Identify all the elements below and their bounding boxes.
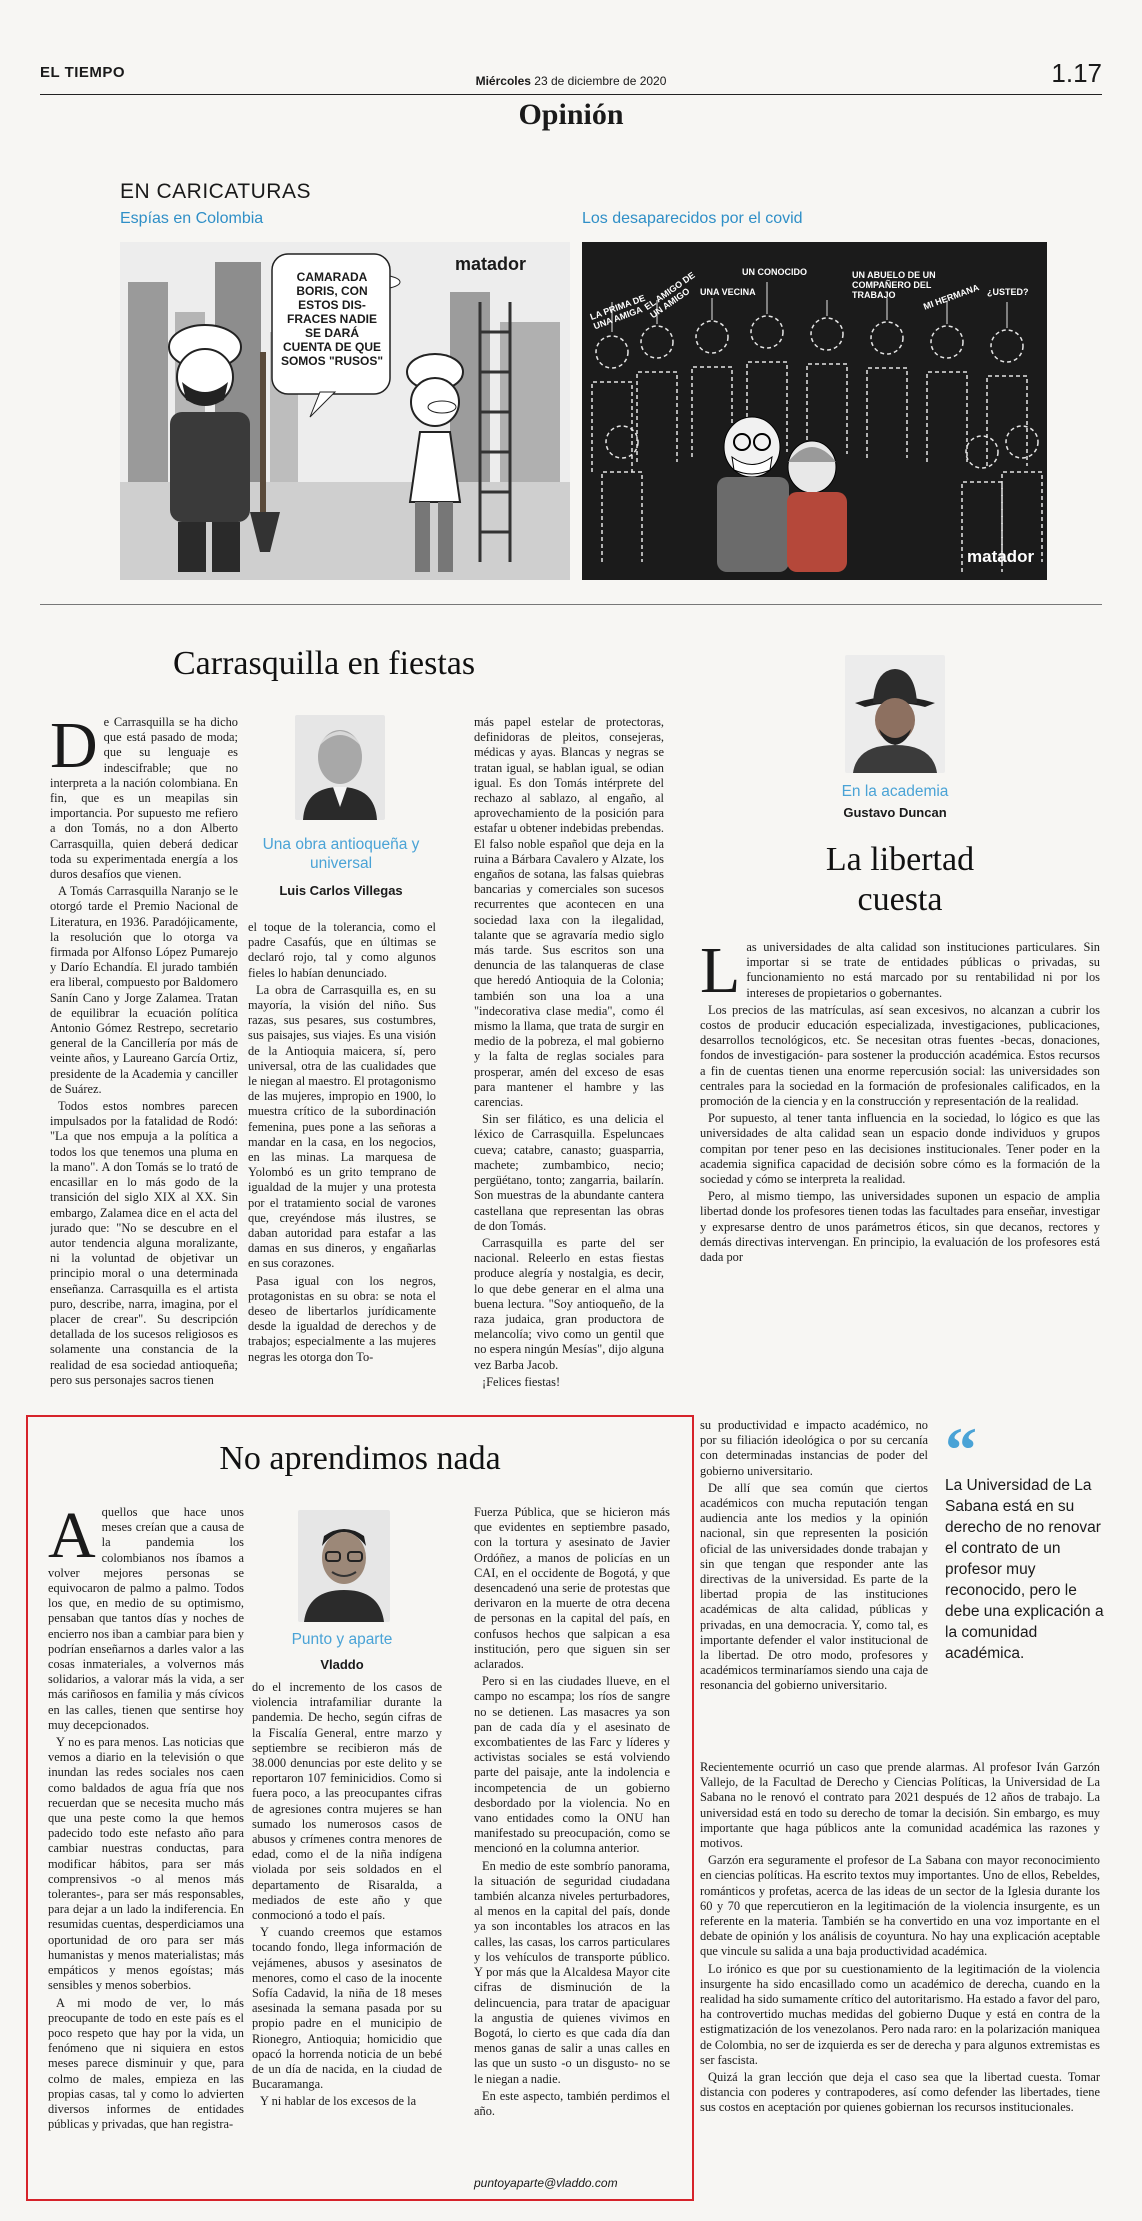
aprendimos-column-2 [252, 1680, 442, 2192]
carrasquilla-column-3 [474, 715, 664, 1405]
libertad-col2a-p2: De allí que sea común que ciertos académicos con mucha reputación tengan audiencia ante los medios y la opinión nacional, sin que representen la posición oficial de las universidades donde trabajan y sin que tengan que responder ante las directivas de la universidad. Es parte de la libertad propia de las instituciones académicas de alta calidad, públicas y privadas, en una democracia. Y, como tal, es importante defender el valor institucional de la libertad. De otro modo, profesores y académicos terminaríamos siendo una caja de resonancia del gobierno universitario. [700, 1480, 928, 1693]
aprendimos-email-link[interactable]: puntoyaparte@vladdo.com [474, 2176, 618, 2190]
masthead [40, 58, 1102, 94]
aprendimos-author: Vladdo [320, 1657, 364, 1672]
libertad-col2b-p3: Lo irónico es que por su cuestionamiento de la legitimación de la violencia insurgente ha sido encasillado como un académico de derecha, cuando en la realidad ha sido sumamente crítico del autoritarismo. Ha estado a favor del paro, ha controvertido muchas medidas del gobierno Duque y está en contra de la estigmatización de los venezolanos. Pero nada raro: en la polarización maniquea de Colombia, no ser de izquierda es ser de derecha y para algunos extremistas es ser fascista. [700, 1961, 1100, 2067]
carrasquilla-author-block [248, 835, 434, 898]
libertad-col1-p3: Por supuesto, al tener tanta influencia en la sociedad, lo lógico es que las universidades de alta calidad sean un espacio donde individuos y grupos compitan por tener peso en las decisiones institucionales. Tener poder en la academia significa capacidad de decisión sobre cómo es la formación de la sociedad y cómo se interpreta la realidad. [700, 1111, 1100, 1187]
carrasquilla-col3-p1: más papel estelar de protectoras, definidoras de pleitos, consejeras, médicas y ayas. Blancas y negras se tratan igual, se hablan igual, se odian igual. Es don Tomás intérprete del rechazo al sablazo, al engaño, al aprovechamiento de la posición para estafar u obtener indebidas prebendas. El falso noble español que deja en la ruina a Bárbara Cavalero y Alzate, los engaños de sotana, las falsas quiebras bancarias y comerciales son sucesos recurrentes que acontecen en una sociedad laxa con la ilegalidad, talante que se agravaría medio siglo más tarde. Sus escritos son una denuncia de las talanqueras de clase que heredó Antioquia de la Colonia; también son una loa a una "indecorativa clase media", como él mismo la llama, que trata de surgir en medio de la pobreza, el mal gobierno y la falta de reglas sociales para prosperar, amén del exceso de esas para mantener el hambre y las carencias. [474, 715, 664, 1110]
right-cartoon-subtitle: Los desaparecidos por el covid [582, 210, 803, 227]
page-number: 1.17 [1051, 58, 1102, 88]
libertad-quote-text: La Universidad de La Sabana está en su derecho de no renovar el contrato de un profesor muy reconocido, pero le debe una explicación a la comunidad académica. [945, 1477, 1104, 1662]
libertad-column-1 [700, 940, 1100, 1415]
carrasquilla-col1-p1: De Carrasquilla se ha dicho que está pasado de moda; que su lenguaje es indescifrable; que no interpreta a la nación colombiana. En fin, que es un meapilas sin importancia. Por supuesto me refiero a don Tomás, no a don Alberto Carrasquilla, quien deberá dedicar toda su experimentada energía a los duros desafíos que vienen. [50, 715, 238, 882]
aprendimos-col2-p3: Y ni hablar de los excesos de la [260, 2094, 417, 2109]
left-cartoon [120, 242, 570, 580]
carrasquilla-column-2 [248, 920, 436, 1405]
aprendimos-col3-p1: Fuerza Pública, que se hicieron más que evidentes en septiembre pasado, con la tortura y asesinato de Javier Ordóñez, a manos de policías en un CAI, en el occidente de Bogotá, y que desencadenó una serie de protestas que derivaron en la muerte de otra decena de personas en la capital del país, en confusos hechos que salpican a esa institución, pero que siguen sin ser aclarados. [474, 1505, 670, 1672]
caricaturas-label: EN CARICATURAS [120, 180, 311, 203]
libertad-column-2a [700, 1418, 928, 1758]
right-cartoon-label-3: UNA VECINA [700, 287, 756, 297]
libertad-author-photo [845, 655, 945, 773]
aprendimos-col1-p1: Aquellos que hace unos meses creían que a causa de la pandemia los colombianos nos íbamos a volver mejores personas se equivocaron de palmo a palmo. Todos los que, en medio de su optimismo, pensaban que tantos días y noches de encierro nos iban a cambiar para bien y podrían enseñarnos a darles valor a las cosas inmateriales, a volvernos más solidarios, a valorar más la vida, a ser más cariñosos en familia y más cívicos en las calles, tienen que sentirse hoy muy decepcionados. [48, 1505, 244, 1732]
right-cartoon-label-5: UN ABUELO DE UN COMPAÑERO DEL TRABAJO [852, 270, 936, 300]
libertad-col2b-p2: Garzón era seguramente el profesor de La Sabana con mayor reconocimiento en ciencias políticas. Ha escrito textos muy importantes. Uno de ellos, Rebeldes, románticos y profetas, acerca de las ideas de un sector de la Iglesia durante los 60 y 70 que repercutieron en la legitimación de la violencia insurgente, es un referente en la materia. También se ha convertido en una voz importante en el debate de opinión y los análisis de coyuntura. No hay una explicación aceptable que vincule su salida a una baja productividad académica. [700, 1853, 1100, 1959]
right-cartoon-label-6: MI HERMANA [922, 282, 981, 312]
aprendimos-col3-p4: En este aspecto, también perdimos el año. [474, 2088, 670, 2118]
left-cartoon-speech: CAMARADA BORIS, CON ESTOS DIS-FRACES NADIE SE DARÁ CUENTA DE QUE SOMOS "RUSOS" [280, 270, 384, 368]
carrasquilla-col2-p1: el toque de la tolerancia, como el padre Casafús, que en últimas se declaró rojo, tal y como algunos fieles lo habían denunciado. [248, 920, 436, 980]
libertad-col1-p2: Los precios de las matrículas, así sean excesivos, no alcanzan a cubrir los costos de producir educación especializada, investigaciones, publicaciones, desarrollos tecnológicos, etc. Se necesitan otras fuentes -becas, donaciones, fondos de investigación- para sostener la producción académica. Estos recursos a fin de cuentas tienen una enorme repercusión social: las universidades son centrales para la sociedad en la formación de profesionales calificados, en la promoción de la ciencia y en la construcción y representación de la realidad. [700, 1002, 1100, 1109]
libertad-author: Gustavo Duncan [843, 805, 947, 820]
edition-date [40, 74, 1102, 88]
carrasquilla-rubric: Una obra antioqueña y universal [262, 836, 420, 872]
newspaper-logo: EL TIEMPO [40, 64, 126, 81]
libertad-column-2b [700, 1760, 1100, 2190]
aprendimos-column-1 [48, 1505, 244, 2195]
right-cartoon-label-1: LA PRIMA DE UNA AMIGA [588, 292, 647, 332]
aprendimos-col2-p1: do el incremento de los casos de violencia intrafamiliar durante la pandemia. De hecho, según cifras de la Fiscalía General, entre marzo y septiembre se recibieron más de 38.000 denuncias por este delito y se reportaron 107 feminicidios. Como si fuera poco, a las preocupantes cifras de agresiones contra mujeres se han sumado los numerosos casos de abusos y crímenes contra menores de edad, como el de la niña indígena violada por seis soldados en el departamento de Risaralda, a mediados de este año y que conmocionó a todo el país. [252, 1680, 442, 1923]
right-cartoon [582, 242, 1047, 580]
libertad-col2b-p4: Quizá la gran lección que deja el caso sea que la libertad cuesta. Tomar distancia con poderes y contrapoderes, así como defender las libertades, tiene sus costos en aceptación por quienes gobiernan los recursos institucionales. [700, 2070, 1100, 2115]
libertad-headline-line1: La libertad [825, 841, 975, 878]
right-cartoon-signature: matador [967, 547, 1035, 566]
libertad-col2a-p1: su productividad e impacto académico, no por su filiación ideológica o por su cercanía con determinadas instancias de poder del gobierno universitario. [700, 1418, 928, 1478]
carrasquilla-col1-p3: Todos estos nombres parecen impulsados por la fatalidad de Rodó: "La que nos empuja a la política a todos los que tenemos una pluma en la mano". A don Tomás se lo trató de encasillar en lo más godo de la transición del siglo XIX al XX. Sin embargo, Zalamea dice en el acta del jurado que: "No se descubre en el autor tendencia alguna moralizante, ni la voluntad de objetivar un principio moral o una determinada enseñanza. Carrasquilla es el artista puro, describe, narra, imagina, por el placer de crear". Su descripción detallada de los sucesos religiosos es solamente una constancia de la realidad de esa sociedad antioqueña; pero sus personajes sacros tienen [50, 1099, 238, 1387]
aprendimos-column-3 [474, 1505, 670, 2170]
left-cartoon-subtitle: Espías en Colombia [120, 210, 264, 227]
carrasquilla-col2-p3: Pasa igual con los negros, protagonistas en su obra: se nota el deseo de libertarlos jurídicamente desde la igualdad de derechos y de trabajos; especialmente a las mujeres negras les otorga don To- [248, 1273, 436, 1364]
carrasquilla-author-photo [295, 715, 385, 820]
carrasquilla-column-1 [50, 715, 238, 1405]
libertad-col1-p1: Las universidades de alta calidad son instituciones particulares. Sin importar si se trate de entidades públicas o privadas, su funcionamiento no está marcado por su rentabilidad ni por los intereses de propietarios o gobernantes. [700, 940, 1100, 1007]
section-divider [40, 604, 1102, 605]
masthead-rule [40, 94, 1102, 95]
right-cartoon-label-4: UN CONOCIDO [742, 267, 807, 277]
right-cartoon-label-7: ¿USTED? [987, 287, 1029, 297]
libertad-col2b-p1: Recientemente ocurrió un caso que prende alarmas. Al profesor Iván Garzón Vallejo, de la Facultad de Derecho y Ciencias Políticas, la Universidad de La Sabana no le renovó el contrato para 2021 después de 12 años de trabajo. La universidad está en todo su derecho de tomar la decisión. Sin embargo, es muy importante que haga públicos ante la comunidad académica las razones y motivos. [700, 1760, 1100, 1851]
edition-date-text: 23 de diciembre de 2020 [534, 74, 667, 88]
carrasquilla-col3-p3: Carrasquilla es parte del ser nacional. Releerlo en estas fiestas produce alegría y nostalgia, es decir, lo que debe generar en el alma una buena lectura. "Soy antioqueño, de la raza judaica, gran productora de melancolía; vivo como un gentil que no espera ningún Mesías", dijo alguna vez Barba Jacob. [474, 1235, 664, 1372]
aprendimos-col2-p2: Y cuando creemos que estamos tocando fondo, llega información de vejámenes, abusos y asesinatos de menores, como el caso de la inocente Sofía Cadavid, la niña de 18 meses asesinada la semana pasada por su propio padre en el municipio de Rionegro, Antioquia; homicidio que opacó la horrenda noticia de un bebé de un día de nacida, en la ciudad de Bucaramanga. [252, 1925, 442, 2092]
aprendimos-col3-p3: En medio de este sombrío panorama, la situación de seguridad ciudadana también alcanza niveles perturbadores, al menos en la capital del país, donde ya son incontables los atracos en las calles, las casas, los carros particulares y los vehículos de transporte público. Y por más que la Alcaldesa Mayor cite cifras de disminución de la delincuencia, para tratar de apaciguar la angustia de quienes vivimos en Bogotá, lo cierto es que cada día dan menos ganas de salir a unas calles en las que un susto -o un disgusto- no se le niegan a nadie. [474, 1858, 670, 2086]
carrasquilla-col1-p2: A Tomás Carrasquilla Naranjo se le otorgó tarde el Premio Nacional de Literatura, en 1936. Paradójicamente, la resolución que lo otorga va firmada por Alfonso López Pumarejo y Darío Echandía. El jurado también era liberal, compuesto por Baldomero Sanín Cano y Jorge Zalamea. Tratan de equilibrar la ecuación política Antonio Gómez Restrepo, secretario general de la Cancillería por más de veinte años, y Laureano García Ortiz, presidente de la Academia y canciller de Suárez. [50, 884, 238, 1096]
aprendimos-col1-p3: A mi modo de ver, lo más preocupante de todo en este país es el poco respeto que hay por la vida, un fenómeno que ni siquiera en estos meses parece disminuir y que, para colmo de males, empieza en las propias casas, tal y como lo advierten diversos informes de entidades públicas y privadas, que han registra- [48, 1995, 244, 2132]
carrasquilla-col2-p2: La obra de Carrasquilla es, en su mayoría, la visión del niño. Sus razas, sus pesares, sus costumbres, sus paisajes, sus viajes. Es una visión de la Antioquia maicera, sí, pero universal, otra de las cualidades que le niegan al maestro. El protagonismo de las mujeres, impropio en 1900, lo muestra crítico de la subordinación femenina, pues pone a las señoras a mandar en la casa, en los negocios, en las minas. La marquesa de Yolombó es un grito temprano de igualdad de la mujer y una protesta por el tratamiento social de varones que, creyéndose más ilustres, se daban autoridad para estafar a las damas en sus dineros, y engañarlas en sus corazones. [248, 982, 436, 1271]
carrasquilla-author: Luis Carlos Villegas [279, 883, 403, 898]
quote-mark-icon: “ [945, 1414, 977, 1485]
libertad-author-block [790, 782, 1000, 820]
libertad-col1-p4: Pero, al mismo tiempo, las universidades suponen un espacio de amplia libertad donde los profesores tienen todas las facultades para enseñar, investigar y expresarse dentro de unos parámetros éticos, sin que decanos, rectores y demás directivas intervengan. En principio, la evaluación de los profesores está dada por [700, 1189, 1100, 1265]
edition-day: Miércoles [475, 74, 531, 88]
libertad-headline-line2: cuesta [857, 881, 943, 918]
aprendimos-author-photo [298, 1510, 390, 1622]
right-cartoon-label-2: EL AMIGO DE UN AMIGO [642, 270, 697, 321]
carrasquilla-col3-p2: Sin ser filático, es una delicia el léxico de Carrasquilla. Espeluncaes cueva; catabre, canasto; guasparria, machete; zumbambico, necio; pergüétano, tonto; zangarria, bailarín. Son muestras de la abundante cantera castellana que representan las obras de don Tomás. [474, 1112, 664, 1233]
aprendimos-author-block [248, 1630, 436, 1672]
left-cartoon-signature: matador [455, 254, 527, 274]
carrasquilla-headline: Carrasquilla en fiestas [173, 645, 476, 682]
libertad-rubric: En la academia [841, 783, 949, 800]
carrasquilla-col3-p4: ¡Felices fiestas! [482, 1374, 561, 1389]
aprendimos-col3-p2: Pero si en las ciudades llueve, en el campo no escampa; los ríos de sangre no se detienen. Las masacres ya son pan de cada día y el asesinato de excombatientes de las Farc y líderes y activistas sociales se está volviendo parte del paisaje, ante la indolencia e incompetencia de un gobierno desbordado por la violencia. No en vano entidades como la ONU han manifestado su preocupación, como se mencionó en la columna anterior. [474, 1674, 670, 1856]
aprendimos-rubric: Punto y aparte [291, 1631, 393, 1648]
libertad-headline [700, 840, 1100, 920]
section-title: Opinión [518, 98, 624, 131]
aprendimos-col1-p2: Y no es para menos. Las noticias que vemos a diario en la televisión o que inundan las redes sociales nos caen como baldados de agua fría que nos recuerdan que se necesita mucho más que una peste como la que hemos padecido todo este nefasto año para cambiar nuestras conductas, para modificar hábitos, para ser más comprensivos -o al menos más tolerantes-, para ser más responsables, para dejar a un lado la indiferencia. En resumidas cuentas, desperdiciamos una oportunidad de oro para ser más humanistas y menos materialistas; más empáticos y menos egoístas; más sensibles y menos soberbios. [48, 1735, 244, 1993]
libertad-pull-quote [945, 1414, 1105, 1664]
aprendimos-headline: No aprendimos nada [219, 1440, 501, 1477]
